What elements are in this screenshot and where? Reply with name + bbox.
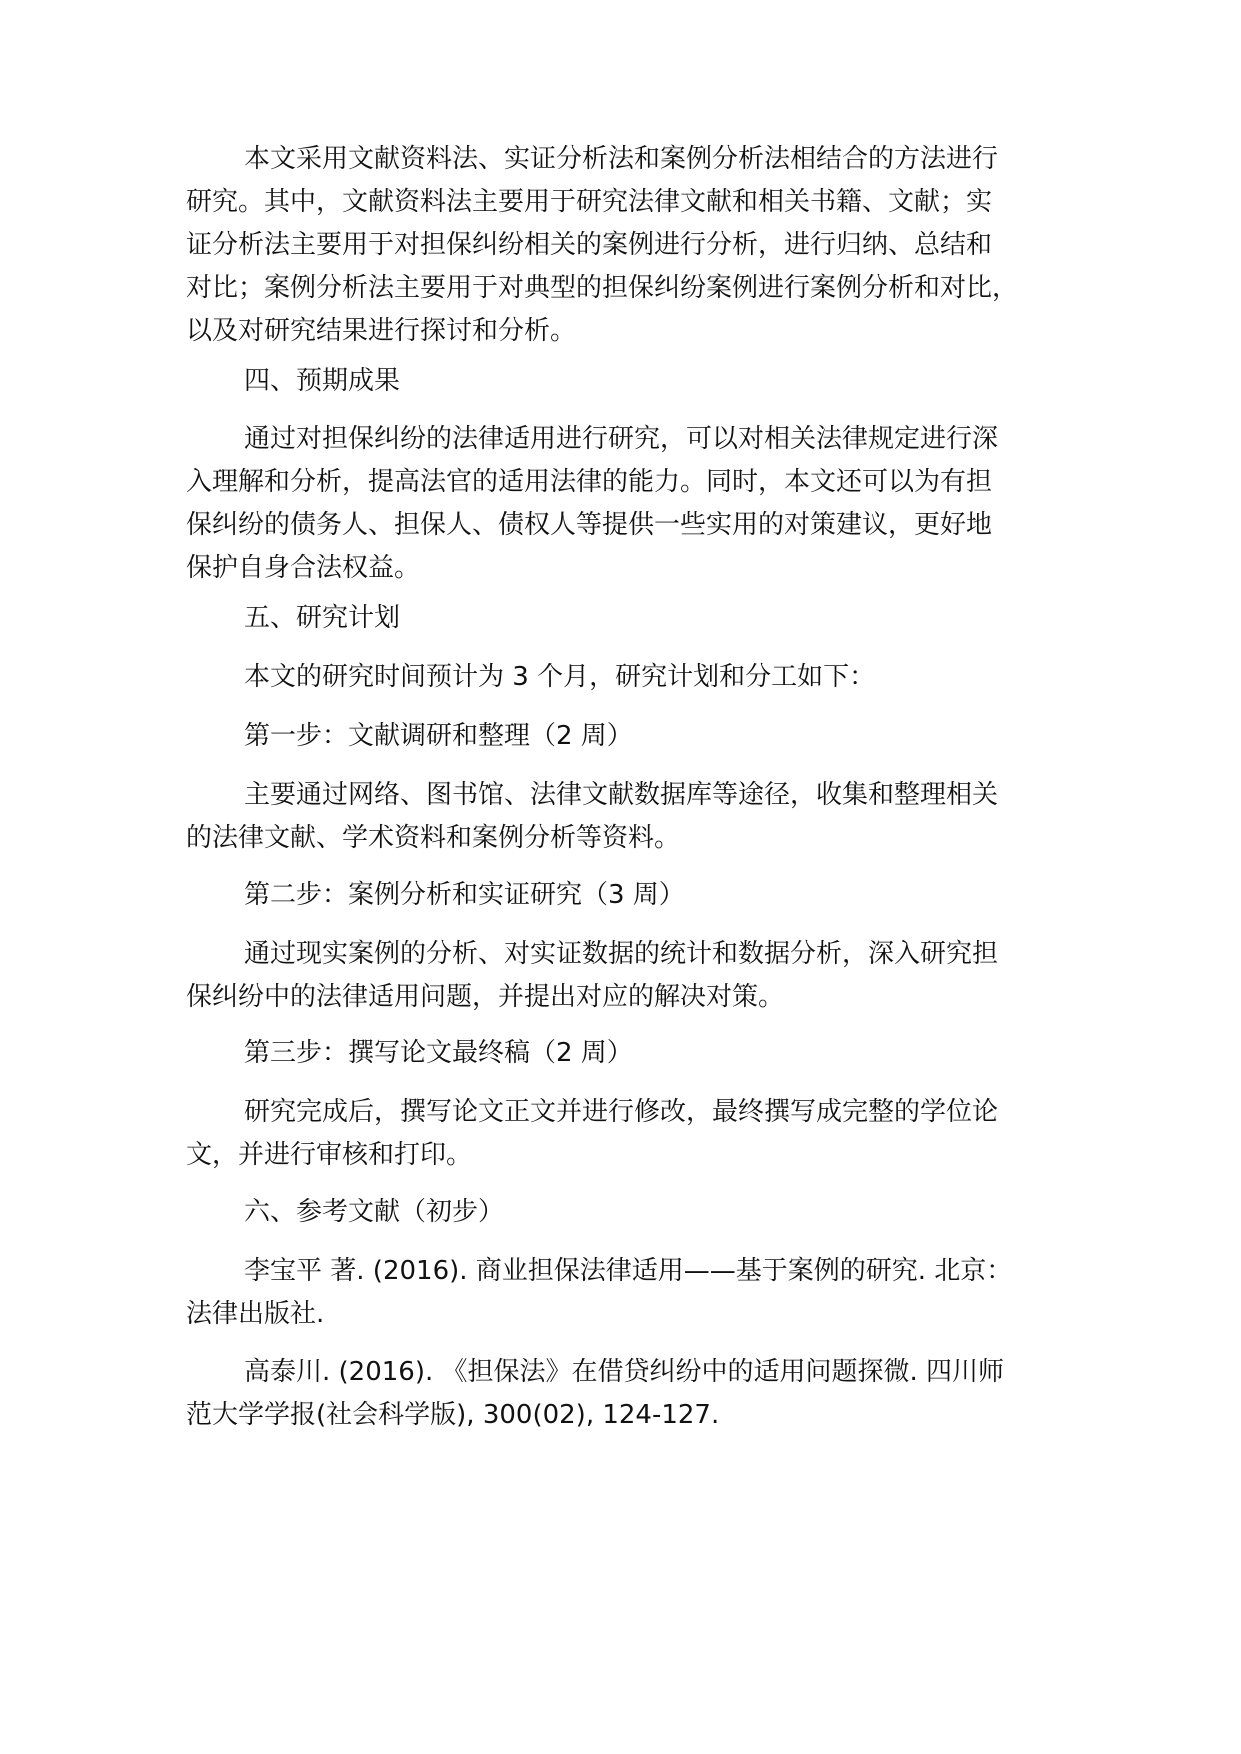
paragraph-line: 李宝平 著. (2016). 商业担保法律适用——基于案例的研究. 北京： [244, 1256, 1013, 1286]
reference-1 [186, 1250, 1086, 1336]
paragraph-line: 第三步：撰写论文最终稿（2 周） [244, 1038, 633, 1068]
paragraph-line: 高泰川. (2016). 《担保法》在借贷纠纷中的适用问题探微. 四川师 [244, 1357, 1005, 1387]
paragraph-line: 主要通过网络、图书馆、法律文献数据库等途径，收集和整理相关 [244, 780, 999, 810]
methods-paragraph [186, 138, 1086, 353]
methods-line: 本文采用文献资料法、实证分析法和案例分析法相结合的方法进行 [244, 144, 999, 174]
paragraph-line: 保护自身合法权益。 [186, 553, 421, 583]
heading-text: 五、研究计划 [244, 603, 401, 633]
paragraph-line: 范大学学报(社会科学版), 300(02), 124-127. [186, 1400, 720, 1430]
methods-line: 对比；案例分析法主要用于对典型的担保纠纷案例进行案例分析和对比， [186, 273, 1019, 303]
research-plan-intro [186, 656, 1086, 699]
paragraph-line: 入理解和分析，提高法官的适用法律的能力。同时，本文还可以为有担 [186, 467, 993, 497]
step-3-title [186, 1032, 1086, 1075]
methods-line: 以及对研究结果进行探讨和分析。 [186, 316, 577, 346]
paragraph-line: 第二步：案例分析和实证研究（3 周） [244, 880, 685, 910]
paragraph-line: 保纠纷的债务人、担保人、债权人等提供一些实用的对策建议，更好地 [186, 510, 993, 540]
section-heading-references [186, 1191, 1086, 1234]
step-3-paragraph [186, 1091, 1086, 1177]
paragraph-line: 第一步：文献调研和整理（2 周） [244, 721, 633, 751]
paragraph-line: 研究完成后，撰写论文正文并进行修改，最终撰写成完整的学位论 [244, 1097, 999, 1127]
paragraph-line: 的法律文献、学术资料和案例分析等资料。 [186, 823, 681, 853]
step-1-title [186, 715, 1086, 758]
paragraph-line: 通过对担保纠纷的法律适用进行研究，可以对相关法律规定进行深 [244, 424, 999, 454]
step-1-paragraph [186, 774, 1086, 860]
heading-text: 四、预期成果 [244, 366, 401, 396]
step-2-title [186, 874, 1086, 917]
reference-2 [186, 1351, 1086, 1437]
section-heading-expected-results [186, 360, 1086, 403]
heading-text: 六、参考文献（初步） [244, 1197, 505, 1227]
methods-line: 证分析法主要用于对担保纠纷相关的案例进行分析，进行归纳、总结和 [186, 230, 993, 260]
paragraph-line: 通过现实案例的分析、对实证数据的统计和数据分析，深入研究担 [244, 939, 999, 969]
paragraph-line: 本文的研究时间预计为 3 个月，研究计划和分工如下： [244, 662, 876, 692]
paragraph-line: 保纠纷中的法律适用问题，并提出对应的解决对策。 [186, 982, 785, 1012]
expected-results-paragraph [186, 418, 1086, 590]
step-2-paragraph [186, 933, 1086, 1019]
section-heading-research-plan [186, 597, 1086, 640]
methods-line: 研究。其中，文献资料法主要用于研究法律文献和相关书籍、文献；实 [186, 187, 993, 217]
paragraph-line: 法律出版社. [186, 1299, 325, 1329]
paragraph-line: 文，并进行审核和打印。 [186, 1140, 473, 1170]
